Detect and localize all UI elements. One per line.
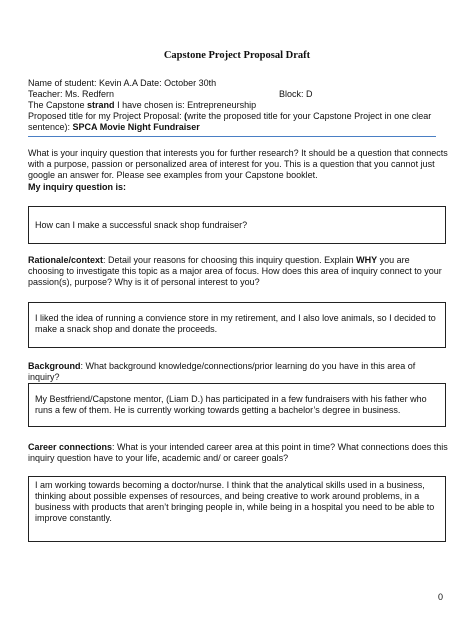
page-title: Capstone Project Proposal Draft <box>163 50 311 61</box>
inquiry-prompt: What is your inquiry question that interests you for further research? It should be a question that connects with a purpose, passion or personalized area of interest for you. This is a question that you cannot just google an answer for. Please see examples from your Capstone booklet. <box>28 148 448 180</box>
block-line: Block: D <box>279 89 313 99</box>
proposed-title-value: SPCA Movie Night Fundraiser <box>72 122 200 132</box>
strand-suffix: I have chosen is: Entrepreneurship <box>114 100 257 110</box>
blue-divider <box>28 136 436 137</box>
proposed-title-line <box>28 111 431 122</box>
career-label: Career connections <box>28 442 113 452</box>
background-answer-box[interactable]: My Bestfriend/Capstone mentor, (Liam D.) has participated in a few fundraisers with his father who runs a few of them. He is currently working towards getting a bachelor’s degree in business. <box>28 383 446 427</box>
career-prompt <box>28 442 448 464</box>
background-label: Background <box>28 361 81 371</box>
rationale-text-b: you are choosing to investigate this topic as a major area of focus. How does this area of inquiry connect to your passion(s), purpose? Why is it of personal interest to you? <box>28 255 442 287</box>
strand-line <box>28 100 256 111</box>
inquiry-label: My inquiry question is: <box>28 182 127 192</box>
student-line: Name of student: Kevin A.A Date: October 30th <box>28 78 217 88</box>
page-number: 0 <box>438 592 444 602</box>
strand-bold: strand <box>87 100 115 110</box>
rationale-prompt <box>28 255 448 288</box>
teacher-line: Teacher: Ms. Redfern <box>28 89 115 99</box>
proposed-title-line-2 <box>28 122 200 133</box>
proposed-title-prefix: Proposed title for my Project Proposal: <box>28 111 185 121</box>
background-prompt <box>28 361 448 383</box>
rationale-answer-box[interactable]: I liked the idea of running a convience store in my retirement, and I also love animals, so I decided to make a snack shop and donate the proceeds. <box>28 302 446 348</box>
career-text: : What is your intended career area at this point in time? What connections does this inquiry question have to your life, academic and/ or career goals? <box>28 442 448 463</box>
career-answer-box[interactable]: I am working towards becoming a doctor/nurse. I think that the analytical skills used in a business, thinking about possible expenses of resources, and being creative to work around problems, in a business with products that aren’t bringing people in, while being in a hospital you need to be able to improve constantly. <box>28 476 446 542</box>
rationale-label: Rationale/context <box>28 255 104 265</box>
background-text: : What background knowledge/connections/prior learning do you have in this area of inquiry? <box>28 361 416 382</box>
proposed-title-line2-prefix: sentence): <box>28 122 73 132</box>
strand-prefix: The Capstone <box>28 100 88 110</box>
inquiry-answer-box[interactable]: How can I make a successful snack shop fundraiser? <box>28 206 446 244</box>
proposed-title-paren: ( <box>184 111 188 121</box>
rationale-why: WHY <box>356 255 378 265</box>
proposed-title-suffix: write the proposed title for your Capstone Project in one clear <box>187 111 432 121</box>
rationale-text-a: : Detail your reasons for choosing this inquiry question. Explain <box>103 255 357 265</box>
